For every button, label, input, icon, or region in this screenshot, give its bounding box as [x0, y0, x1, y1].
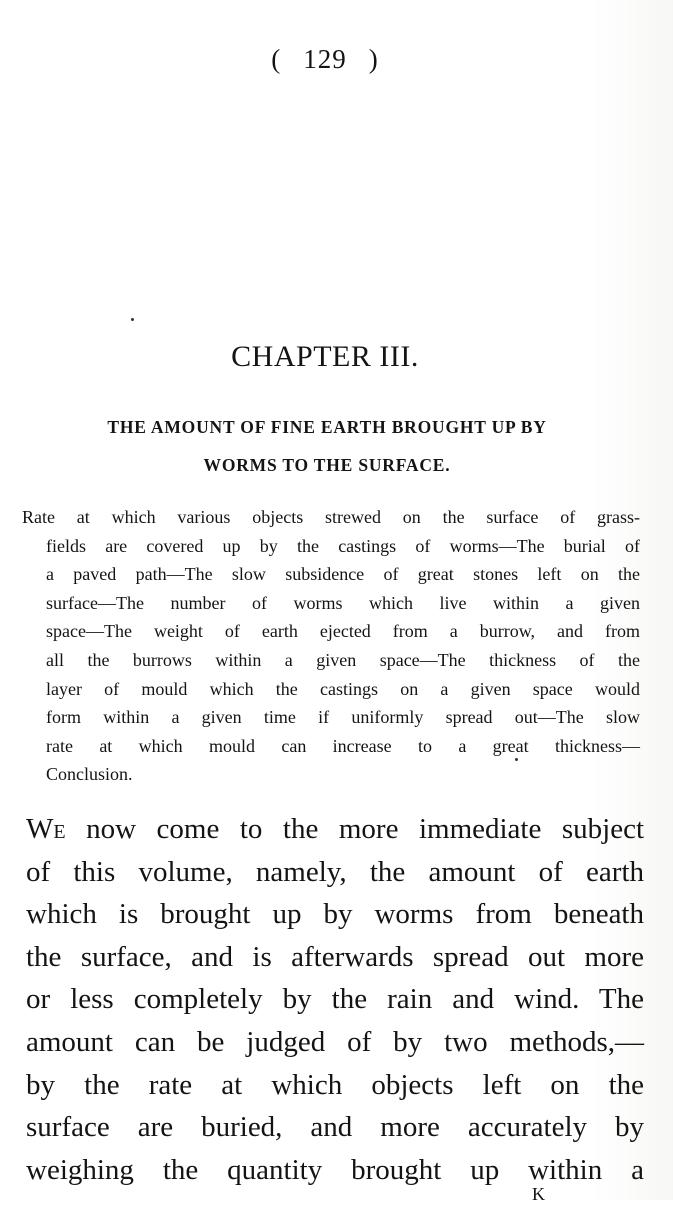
paren-right: ) — [368, 44, 379, 74]
body-line: amount can be judged of by two methods,— — [26, 1025, 644, 1058]
body-line: which is brought up by worms from beneath — [26, 898, 644, 931]
summary-line: layer of mould which the castings on a given space would — [46, 678, 640, 699]
paren-left: ( — [271, 44, 282, 74]
body-line: of this volume, namely, the amount of earth — [26, 855, 644, 888]
body-line-rest: now come to the more immediate subject — [65, 813, 644, 845]
summary-line: Conclusion. — [46, 764, 133, 785]
body-line: or less completely by the rain and wind. The — [26, 983, 644, 1016]
body-line: the surface, and is afterwards spread out more — [26, 940, 644, 973]
page-number-header — [0, 44, 650, 75]
body-line — [26, 808, 644, 851]
chapter-subtitle-line: THE AMOUNT OF FINE EARTH BROUGHT UP BY — [107, 417, 547, 437]
summary-line: a paved path—The slow subsidence of great stones left on the — [46, 564, 640, 585]
print-speck — [131, 318, 134, 321]
summary-line: fields are covered up by the castings of worms—The burial of — [46, 535, 640, 556]
chapter-subtitle-line: WORMS TO THE SURFACE. — [203, 455, 451, 475]
first-word: We — [26, 813, 66, 845]
summary-line: Rate at which various objects strewed on the surface of grass- — [22, 507, 640, 527]
summary-line: surface—The number of worms which live within a given — [46, 592, 640, 613]
summary-line: form within a given time if uniformly spread out—The slow — [46, 707, 640, 728]
chapter-title: CHAPTER III. — [231, 340, 419, 373]
chapter-summary — [22, 503, 640, 789]
print-speck — [515, 758, 518, 761]
chapter-subtitle — [22, 408, 632, 484]
page-number: 129 — [303, 44, 347, 74]
body-line: weighing the quantity brought up within a — [26, 1153, 644, 1186]
signature-mark: K — [532, 1184, 545, 1204]
body-paragraph — [26, 808, 644, 1191]
summary-line: space—The weight of earth ejected from a burrow, and from — [46, 621, 640, 642]
body-line: surface are buried, and more accurately by — [26, 1111, 644, 1144]
body-line: by the rate at which objects left on the — [26, 1068, 644, 1101]
summary-line: all the burrows within a given space—The thickness of the — [46, 649, 640, 670]
summary-line: rate at which mould can increase to a great thickness— — [46, 735, 640, 756]
